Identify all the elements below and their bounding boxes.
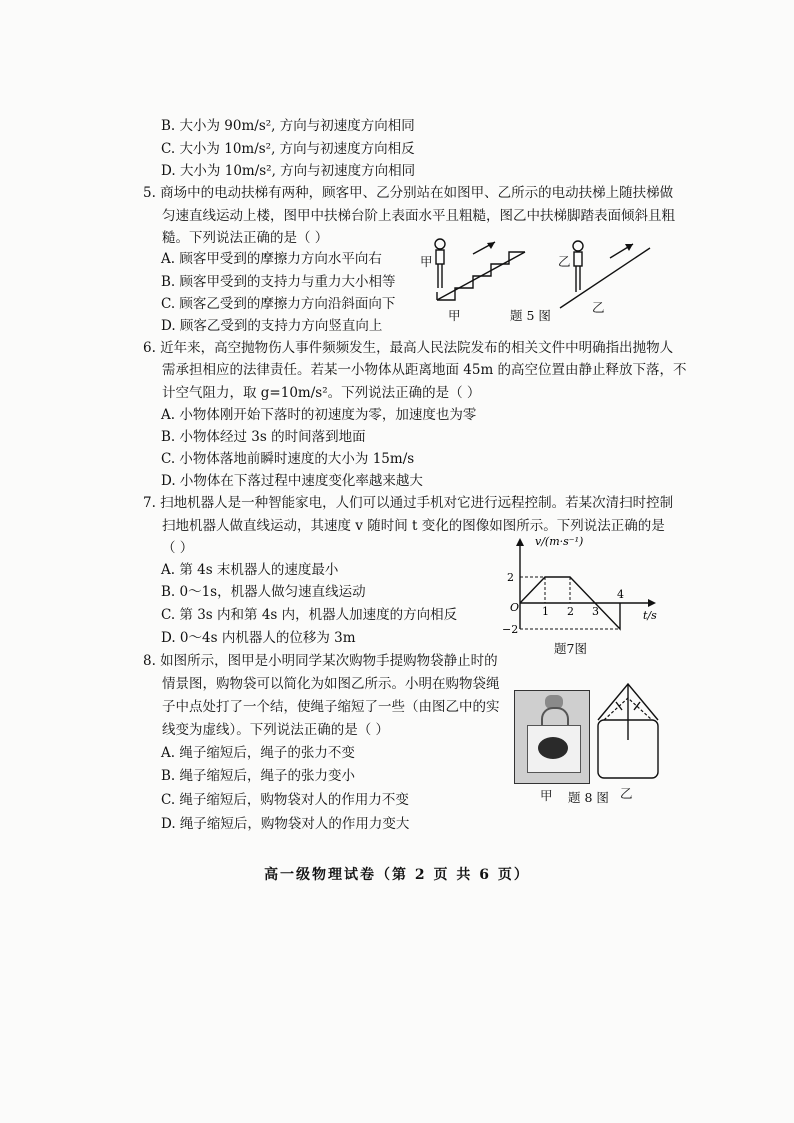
bag-pattern-shape [538, 737, 568, 759]
q7-option-b: B. 0～1s，机器人做匀速直线运动 [161, 584, 366, 600]
q8-option-d: D. 绳子缩短后，购物袋对人的作用力变大 [161, 816, 410, 832]
x-tick-label: 2 [567, 605, 574, 618]
q8-option-a: A. 绳子缩短后，绳子的张力不变 [161, 745, 355, 761]
q5-option-b: B. 顾客甲受到的支持力与重力大小相等 [161, 274, 396, 290]
q8-stem-line-1: 8. 如图所示，图甲是小明同学某次购物手提购物袋静止时的 [143, 653, 498, 669]
q7-stem-line-2: 扫地机器人做直线运动，其速度 v 随时间 t 变化的图像如图所示。下列说法正确的是 [162, 518, 665, 534]
option-label: B. [161, 118, 176, 134]
q5-stem-line-2: 匀速直线运动上楼，图甲中扶梯台阶上表面水平且粗糙，图乙中扶梯脚踏表面倾斜且粗 [162, 208, 675, 224]
fig8-label-a: 甲 [540, 788, 553, 803]
person-b-figure [573, 241, 583, 292]
q6-option-a: A. 小物体刚开始下落时的初速度为零，加速度也为零 [161, 407, 477, 423]
q8-stem-line-4: 线变为虚线）。下列说法正确的是（ ） [162, 722, 390, 738]
q7-stem-line-3: （ ） [162, 540, 194, 556]
fig8-caption: 题 8 图 [568, 790, 609, 805]
q7-stem-line-1: 7. 扫地机器人是一种智能家电，人们可以通过手机对它进行远程控制。若某次清扫时控制 [143, 495, 674, 511]
q8-option-b: B. 绳子缩短后，绳子的张力变小 [161, 768, 356, 784]
q6-option-b: B. 小物体经过 3s 的时间落到地面 [161, 429, 366, 445]
q7-option-c: C. 第 3s 内和第 4s 内，机器人加速度的方向相反 [161, 607, 458, 623]
q6-option-d: D. 小物体在下落过程中速度变化率越来越大 [161, 473, 423, 489]
x-tick-label: 4 [617, 588, 624, 601]
option-text: 大小为 10m/s², 方向与初速度方向相同 [179, 163, 416, 179]
velocity-time-chart [500, 533, 660, 638]
q4-option-b [161, 117, 415, 135]
q5-stem-line-3: 糙。下列说法正确的是（ ） [162, 230, 329, 246]
q4-option-c [161, 140, 415, 158]
fig5-label-a: 甲 [420, 254, 433, 269]
q6-option-c: C. 小物体落地前瞬时速度的大小为 15m/s [161, 451, 415, 467]
x-tick-label: 3 [592, 605, 599, 618]
option-text: 大小为 10m/s², 方向与初速度方向相反 [179, 141, 415, 157]
q5-option-d: D. 顾客乙受到的支持力方向竖直向上 [161, 318, 383, 334]
option-label: C. [161, 141, 176, 157]
fig5-caption: 题 5 图 [510, 308, 551, 323]
q5-option-c: C. 顾客乙受到的摩擦力方向沿斜面向下 [161, 296, 396, 312]
shopping-bag-photo [514, 690, 590, 784]
fig5-label-b-bottom: 乙 [592, 300, 605, 315]
q7-option-d: D. 0～4s 内机器人的位移为 3m [161, 630, 356, 646]
fig7-caption: 题7图 [554, 641, 587, 656]
option-text: 大小为 90m/s², 方向与初速度方向相同 [179, 118, 415, 134]
fig5-label-b: 乙 [558, 254, 571, 269]
page-footer: 高一级物理试卷（第 2 页 共 6 页） [264, 867, 530, 883]
option-label: D. [161, 163, 176, 179]
q6-stem-line-1: 6. 近年来，高空抛物伤人事件频频发生，最高人民法院发布的相关文件中明确指出抛物人 [143, 340, 674, 356]
bag-diagram [592, 678, 664, 788]
fig5-label-a-bottom: 甲 [448, 308, 461, 323]
origin-label: O [510, 601, 520, 614]
q8-stem-line-3: 子中点处打了一个结，使绳子缩短了一些（由图乙中的实 [162, 699, 500, 715]
person-a-figure [435, 239, 445, 288]
x-tick-label: 1 [542, 605, 549, 618]
y-axis-label: v/(m·s⁻¹) [535, 535, 584, 548]
q4-option-d [161, 162, 415, 180]
q5-option-a: A. 顾客甲受到的摩擦力方向水平向右 [161, 251, 382, 267]
y-tick-label: 2 [507, 571, 514, 584]
x-axis-label: t/s [643, 609, 657, 622]
q8-stem-line-2: 情景图，购物袋可以简化为如图乙所示。小明在购物袋绳 [162, 676, 500, 692]
x-axis-arrow-icon [648, 599, 656, 607]
q6-stem-line-2: 需承担相应的法律责任。若某一小物体从距离地面 45m 的高空位置由静止释放下落，不 [162, 362, 687, 378]
q7-option-a: A. 第 4s 末机器人的速度最小 [161, 562, 339, 578]
y-tick-label: −2 [502, 623, 519, 636]
y-axis-arrow-icon [516, 538, 524, 546]
q8-option-c: C. 绳子缩短后，购物袋对人的作用力不变 [161, 792, 409, 808]
fig8-label-b: 乙 [620, 786, 633, 801]
q6-stem-line-3: 计空气阻力，取 g=10m/s²。下列说法正确的是（ ） [162, 385, 481, 401]
q5-stem-line-1: 5. 商场中的电动扶梯有两种，顾客甲、乙分别站在如图甲、乙所示的电动扶梯上随扶梯做 [143, 185, 674, 201]
